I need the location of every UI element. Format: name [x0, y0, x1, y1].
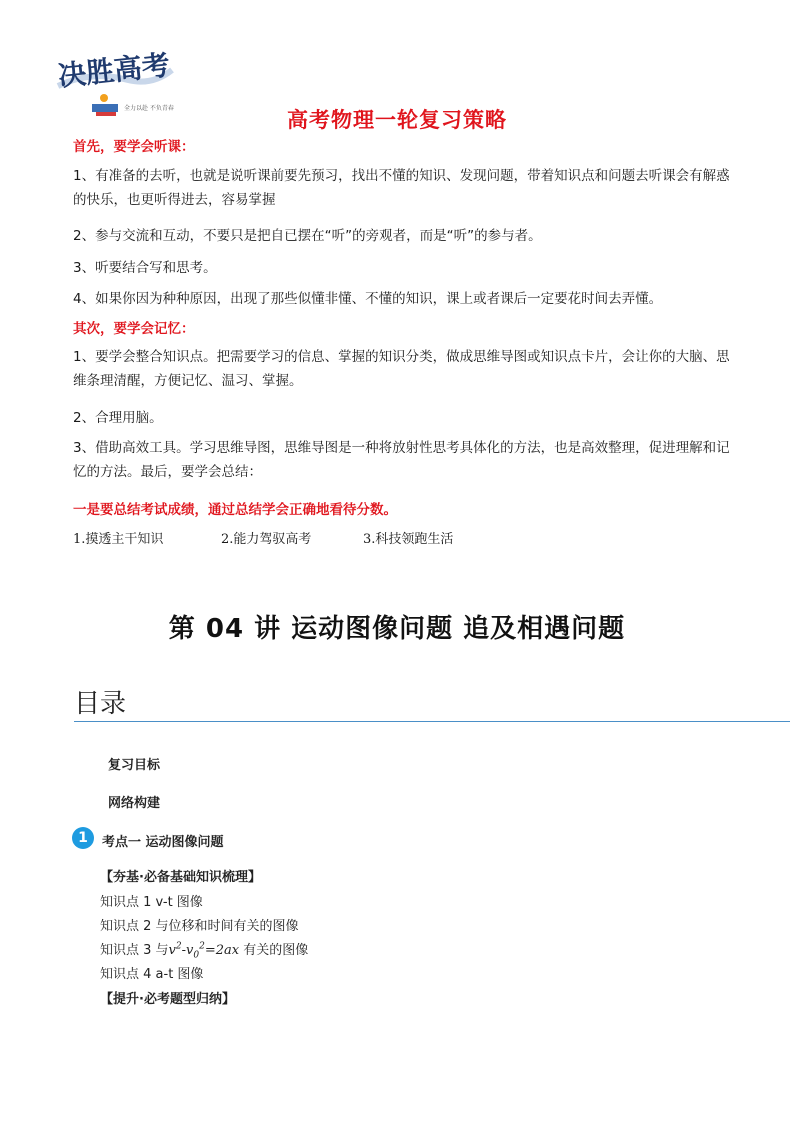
- toc-knowledge-2[interactable]: 知识点 2 与位移和时间有关的图像: [100, 919, 299, 934]
- section1-item-2: 2、参与交流和互动，不要只是把自已摆在“听”的旁观者，而是“听”的参与者。: [73, 228, 542, 244]
- toc-knowledge-3[interactable]: [100, 939, 308, 961]
- toc-knowledge-1[interactable]: 知识点 1 v-t 图像: [100, 895, 203, 910]
- toc-subhead-exam[interactable]: 【提升·必考题型归纳】: [100, 992, 235, 1007]
- logo-text: 决胜高考: [56, 48, 172, 93]
- toc-item-section1[interactable]: 考点一 运动图像问题: [102, 835, 224, 850]
- section1-item-3: 3、听要结合写和思考。: [73, 260, 217, 276]
- toc-item-review-goals[interactable]: 复习目标: [108, 758, 161, 773]
- toc-knowledge-3-suffix: 有关的图像: [239, 943, 309, 958]
- section1-item-1: 1、有准备的去听，也就是说听课前要先预习，找出不懂的知识、发现问题，带着知识点和问题去听课会有解惑的快乐，也更听得进去，容易掌握: [73, 168, 730, 208]
- toc-item-network[interactable]: 网络构建: [108, 796, 161, 811]
- toc-title: 目录: [74, 689, 127, 719]
- toc-divider: [74, 721, 790, 722]
- section2-item-2: 2、合理用脑。: [73, 410, 163, 426]
- section1-heading: 首先，要学会听课：: [73, 139, 195, 155]
- toc-knowledge-4[interactable]: 知识点 4 a-t 图像: [100, 967, 204, 982]
- section2-item-1: 1、要学会整合知识点。把需要学习的信息、掌握的知识分类，做成思维导图或知识点卡片，会让你的大脑、思维条理清醒，方便记忆、温习、掌握。: [73, 349, 730, 389]
- point-1: 1.摸透主干知识: [73, 532, 164, 547]
- section-number-badge: 1: [72, 827, 94, 849]
- point-2: 2.能力驾驭高考: [221, 532, 312, 547]
- logo-tagline: 全力以赴 不负青春: [124, 105, 174, 112]
- formula: $v^2-v_0^2=2ax$: [168, 941, 240, 961]
- logo-sun-icon: [100, 94, 108, 102]
- point-3: 3.科技领跑生活: [363, 532, 454, 547]
- toc-subhead-basics[interactable]: 【夯基·必备基础知识梳理】: [100, 870, 261, 885]
- main-title: 高考物理一轮复习策略: [287, 108, 507, 132]
- summary-line: 一是要总结考试成绩，通过总结学会正确地看待分数。: [73, 502, 397, 518]
- toc-knowledge-3-prefix: 知识点 3 与: [100, 943, 169, 958]
- lecture-title: 第 04 讲 运动图像问题 追及相遇问题: [168, 614, 626, 644]
- section2-heading: 其次，要学会记忆：: [73, 321, 195, 337]
- section2-item-3: 3、借助高效工具。学习思维导图，思维导图是一种将放射性思考具体化的方法，也是高效整理，促进理解和记忆的方法。最后，要学会总结：: [73, 440, 730, 480]
- section1-item-4: 4、如果你因为种种原因，出现了那些似懂非懂、不懂的知识，课上或者课后一定要花时间去弄懂。: [73, 291, 663, 307]
